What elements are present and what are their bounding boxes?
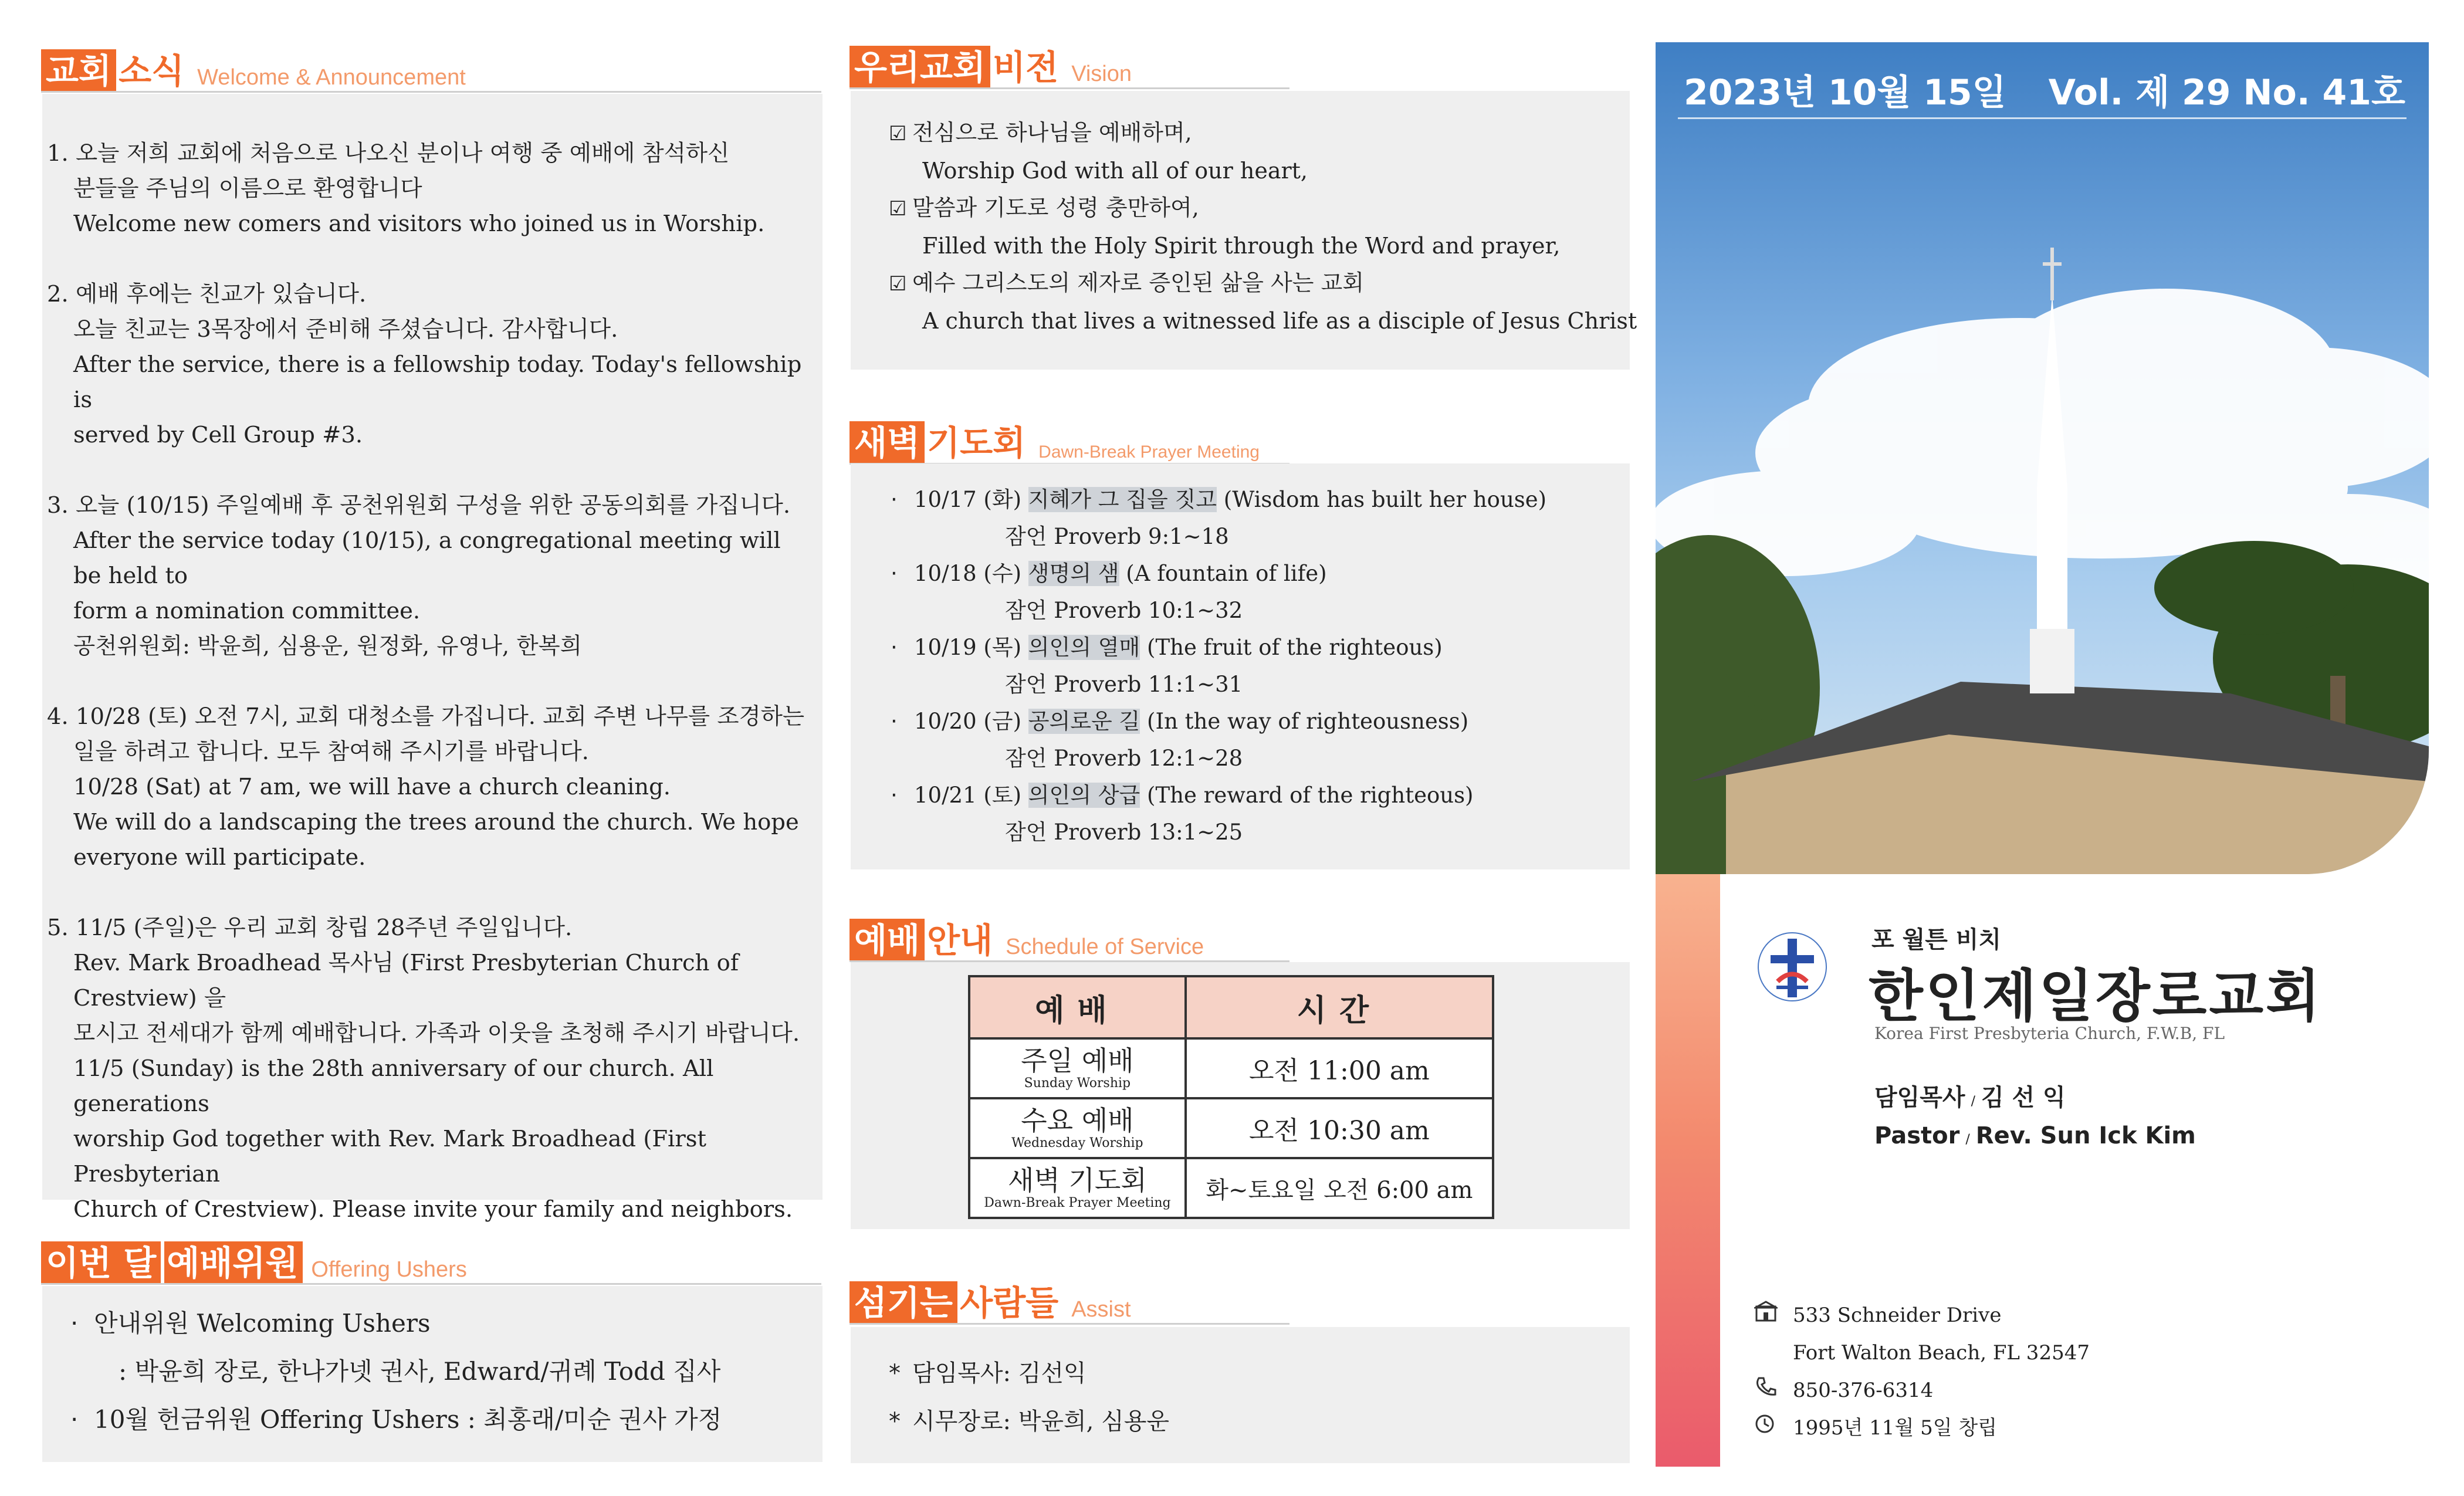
ushers-line xyxy=(70,1299,722,1348)
assist-title-ko-1: 섬기는 xyxy=(849,1281,957,1325)
dawn-title-en: (A fountain of life) xyxy=(1126,561,1327,586)
announcements-list xyxy=(47,136,810,1263)
ushers-title-en: Offering Ushers xyxy=(311,1257,467,1282)
service-time: 오전 11:00 am xyxy=(1249,1056,1430,1086)
church-photo xyxy=(1656,42,2429,874)
ushers-list xyxy=(70,1299,722,1444)
vision-header xyxy=(849,42,1289,89)
vision-title-en: Vision xyxy=(1071,62,1132,86)
assist-title-ko-2: 사람들 xyxy=(960,1283,1059,1323)
dawn-list xyxy=(891,481,1546,851)
checkbox-icon: ☑ xyxy=(889,122,907,145)
dawn-title-ko-1: 새벽 xyxy=(849,421,925,465)
announcement-line: form a nomination committee. xyxy=(73,598,421,624)
dawn-date: 10/19 (목) xyxy=(914,635,1022,660)
bullet-icon: · xyxy=(891,709,898,734)
vision-list xyxy=(889,114,1637,340)
dawn-reference: 잠언 Proverb 11:1~31 xyxy=(1005,672,1243,697)
header-rule xyxy=(849,87,1289,89)
dawn-title-ko: 의인의 열매 xyxy=(1028,635,1140,660)
phone-icon xyxy=(1754,1372,1793,1409)
service-name-en: Wednesday Worship xyxy=(1011,1136,1143,1150)
table-row xyxy=(969,1038,1493,1098)
schedule-title-ko-1: 예배 xyxy=(849,919,925,962)
contact-block xyxy=(1754,1297,2090,1447)
assist-list xyxy=(889,1349,1169,1446)
gradient-strip xyxy=(1656,874,1720,1467)
asterisk-icon: * xyxy=(889,1360,901,1387)
table-cell-time xyxy=(1186,1098,1493,1158)
table-header-row xyxy=(969,976,1493,1038)
bullet-icon: · xyxy=(891,635,898,660)
announcement-line: After the service, there is a fellowship today. Today's fellowship is xyxy=(73,351,802,413)
service-time: 화~토요일 오전 6:00 am xyxy=(1206,1176,1473,1204)
date-rule xyxy=(1678,117,2407,119)
dawn-title-en: (In the way of righteousness) xyxy=(1147,709,1469,734)
announcement-item xyxy=(47,911,810,1227)
header-rule xyxy=(849,1323,1289,1325)
assist-line: 담임목사: 김선익 xyxy=(912,1360,1087,1387)
founded-date: 1995년 11월 5일 창립 xyxy=(1793,1416,1998,1440)
assist-line: 시무장로: 박윤희, 심용운 xyxy=(912,1408,1170,1435)
schedule-title-ko-2: 안내 xyxy=(927,920,993,960)
schedule-title-en: Schedule of Service xyxy=(1006,935,1204,959)
announcement-line: 5. 11/5 (주일)은 우리 교회 창립 28주년 주일입니다. xyxy=(47,915,573,941)
vision-line-en: A church that lives a witnessed life as a disciple of Jesus Christ xyxy=(922,308,1637,334)
table-cell-service xyxy=(969,1098,1186,1158)
vision-line-en: Filled with the Holy Spirit through the Word and prayer, xyxy=(922,233,1561,259)
ushers-welcoming-names: : 박윤희 장로, 한나가넷 권사, Edward/귀례 Todd 집사 xyxy=(119,1357,721,1386)
slash-separator: / xyxy=(1971,1094,1975,1109)
schedule-header xyxy=(849,915,1289,962)
announcement-line: We will do a landscaping the trees around the church. We hope xyxy=(73,809,799,835)
dawn-title-ko: 공의로운 길 xyxy=(1028,709,1140,734)
announcement-line: 일을 하려고 합니다. 모두 참여해 주시기를 바랍니다. xyxy=(73,739,589,765)
building-icon xyxy=(1754,1297,1793,1334)
address-line-1: 533 Schneider Drive xyxy=(1793,1304,2002,1327)
service-name-ko: 수요 예배 xyxy=(1021,1105,1134,1136)
announcement-line: 분들을 주님의 이름으로 환영합니다 xyxy=(73,175,422,202)
ushers-offering: 10월 헌금위원 Offering Ushers : 최홍래/미순 권사 가정 xyxy=(94,1405,722,1434)
pastor-block xyxy=(1874,1081,2196,1157)
table-header-time: 시간 xyxy=(1186,976,1493,1038)
table-cell-service xyxy=(969,1038,1186,1098)
header-rule xyxy=(41,91,821,93)
bullet-icon: · xyxy=(891,783,898,808)
table-row xyxy=(969,1158,1493,1218)
announcement-line: everyone will participate. xyxy=(73,844,366,871)
assist-header xyxy=(849,1278,1289,1325)
announcement-item xyxy=(47,277,810,453)
dawn-date: 10/18 (수) xyxy=(914,561,1022,586)
church-subtitle: 포 월튼 비치 xyxy=(1871,926,2002,953)
clock-icon xyxy=(1754,1409,1793,1447)
announcements-title-ko-2: 소식 xyxy=(119,51,185,91)
announcement-line: worship God together with Rev. Mark Broadhead (First Presbyterian xyxy=(73,1126,706,1187)
dawn-reference: 잠언 Proverb 13:1~25 xyxy=(1005,820,1243,845)
dawn-title-ko-2: 기도회 xyxy=(927,423,1026,463)
vision-title-ko-2: 비전 xyxy=(993,48,1059,87)
address-line-2: Fort Walton Beach, FL 32547 xyxy=(1793,1341,2090,1365)
assist-title-en: Assist xyxy=(1071,1297,1131,1322)
announcement-line: 11/5 (Sunday) is the 28th anniversary of our church. All generations xyxy=(73,1055,714,1117)
announcement-line: 공천위원회: 박윤희, 심용운, 원정화, 유영나, 한복희 xyxy=(73,633,582,659)
vision-title-ko-1: 우리교회 xyxy=(849,46,990,89)
pastor-label-ko: 담임목사 xyxy=(1874,1084,1965,1111)
table-cell-service xyxy=(969,1158,1186,1218)
announcement-line: 모시고 전세대가 함께 예배합니다. 가족과 이웃을 초청해 주시기 바랍니다. xyxy=(73,1020,800,1047)
bullet-icon: · xyxy=(891,487,898,512)
service-name-en: Dawn-Break Prayer Meeting xyxy=(984,1196,1171,1210)
announcement-line: 오늘 친교는 3목장에서 준비해 주셨습니다. 감사합니다. xyxy=(73,316,618,343)
announcement-line: Welcome new comers and visitors who joined us in Worship. xyxy=(73,211,765,237)
service-name-ko: 새벽 기도회 xyxy=(1007,1165,1147,1196)
dawn-reference: 잠언 Proverb 12:1~28 xyxy=(1005,746,1243,771)
ushers-title-ko-2: 예배위원 xyxy=(164,1241,303,1285)
announcement-line: 3. 오늘 (10/15) 주일예배 후 공천위원회 구성을 위한 공동의회를 가집니다. xyxy=(47,492,791,519)
ushers-line xyxy=(70,1396,722,1444)
bullet-icon: · xyxy=(70,1309,79,1338)
church-name: 한인제일장로교회 xyxy=(1869,963,2323,1029)
schedule-table xyxy=(968,975,1494,1219)
dawn-reference: 잠언 Proverb 9:1~18 xyxy=(1005,524,1229,549)
service-name-ko: 주일 예배 xyxy=(1021,1045,1134,1077)
service-time: 오전 10:30 am xyxy=(1249,1116,1430,1146)
header-rule xyxy=(41,1283,821,1285)
announcement-line: 10/28 (Sat) at 7 am, we will have a church cleaning. xyxy=(73,774,671,800)
table-row xyxy=(969,1098,1493,1158)
dawn-title-ko: 의인의 상급 xyxy=(1028,783,1140,808)
service-name-en: Sunday Worship xyxy=(1024,1076,1131,1091)
announcements-title-ko-1: 교회 xyxy=(41,49,116,93)
issue-volume: Vol. 제 29 No. 41호 xyxy=(2048,72,2405,113)
ushers-title-ko-1: 이번 달 xyxy=(41,1241,161,1285)
presbyterian-logo xyxy=(1754,926,1830,1025)
checkbox-icon: ☑ xyxy=(889,272,907,296)
announcement-line: 2. 예배 후에는 친교가 있습니다. xyxy=(47,281,367,307)
checkbox-icon: ☑ xyxy=(889,197,907,221)
pastor-label-en: Pastor xyxy=(1874,1122,1960,1149)
church-name-en: Korea First Presbyteria Church, F.W.B, FL xyxy=(1874,1024,2225,1043)
issue-bar xyxy=(1656,42,2429,130)
phone-number: 850-376-6314 xyxy=(1793,1379,1934,1402)
bullet-icon: · xyxy=(891,561,898,586)
announcement-line: served by Cell Group #3. xyxy=(73,422,363,448)
dawn-title-en: (Wisdom has built her house) xyxy=(1223,487,1547,512)
vision-line-ko: 예수 그리스도의 제자로 증인된 삶을 사는 교회 xyxy=(912,270,1364,296)
church-photo-illustration xyxy=(1656,42,2429,874)
cross-seal-icon xyxy=(1754,926,1830,1025)
announcement-line: Church of Crestview). Please invite your family and neighbors. xyxy=(73,1196,793,1223)
dawn-title-en: (The reward of the righteous) xyxy=(1147,783,1474,808)
slash-separator: / xyxy=(1965,1132,1970,1147)
announcements-header xyxy=(41,46,821,93)
dawn-date: 10/20 (금) xyxy=(914,709,1022,734)
ushers-line xyxy=(70,1348,722,1396)
announcement-line: 4. 10/28 (토) 오전 7시, 교회 대청소를 가집니다. 교회 주변 나무를 조경하는 xyxy=(47,703,805,730)
table-cell-time xyxy=(1186,1038,1493,1098)
announcement-line: Rev. Mark Broadhead 목사님 (First Presbyterian Church of Crestview) 을 xyxy=(73,950,739,1011)
issue-date: 2023년 10월 15일 xyxy=(1684,72,2006,113)
dawn-title-ko: 지혜가 그 집을 짓고 xyxy=(1028,487,1217,512)
ushers-header xyxy=(41,1238,821,1285)
announcement-line: After the service today (10/15), a congregational meeting will be held to xyxy=(73,527,781,589)
ushers-welcoming: 안내위원 Welcoming Ushers xyxy=(94,1309,431,1338)
dawn-title-ko: 생명의 샘 xyxy=(1028,561,1119,586)
announcement-item xyxy=(47,136,810,242)
dawn-reference: 잠언 Proverb 10:1~32 xyxy=(1005,598,1243,623)
dawn-title-en: (The fruit of the righteous) xyxy=(1147,635,1443,660)
dawn-date: 10/21 (토) xyxy=(914,783,1022,808)
pastor-name-ko: 김 선 익 xyxy=(1981,1084,2066,1111)
vision-line-ko: 전심으로 하나님을 예배하며, xyxy=(912,120,1192,145)
asterisk-icon: * xyxy=(889,1408,901,1435)
announcements-title-en: Welcome & Announcement xyxy=(197,65,466,90)
table-header-service: 예배 xyxy=(969,976,1186,1038)
dawn-date: 10/17 (화) xyxy=(914,487,1022,512)
announcement-item xyxy=(47,699,810,875)
announcement-item xyxy=(47,488,810,664)
table-cell-time xyxy=(1186,1158,1493,1218)
vision-line-ko: 말씀과 기도로 성령 충만하여, xyxy=(912,195,1199,221)
vision-line-en: Worship God with all of our heart, xyxy=(922,158,1308,184)
dawn-header xyxy=(849,418,1289,465)
bullet-icon: · xyxy=(70,1405,79,1434)
dawn-title-en: Dawn-Break Prayer Meeting xyxy=(1038,442,1260,462)
pastor-name-en: Rev. Sun Ick Kim xyxy=(1975,1122,2196,1149)
announcement-line: 1. 오늘 저희 교회에 처음으로 나오신 분이나 여행 중 예배에 참석하신 xyxy=(47,140,730,167)
